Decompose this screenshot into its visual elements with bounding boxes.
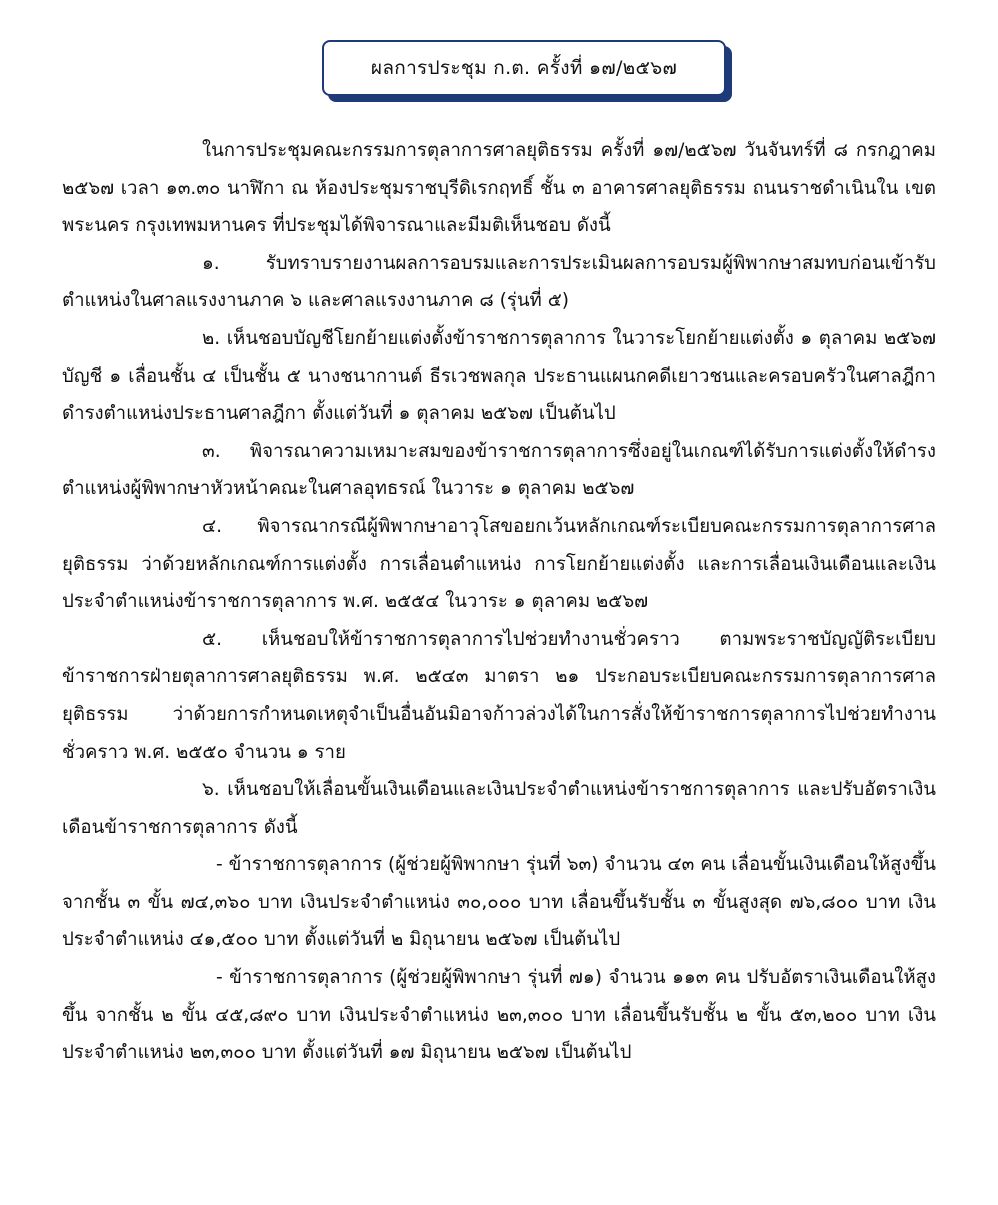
document-body [62,132,936,1072]
agenda-item-3: ๓. พิจารณาความเหมาะสมของข้าราชการตุลาการซึ่งอยู่ในเกณฑ์ได้รับการแต่งตั้งให้ดำรงตำแหน่งผู้พิพากษาหัวหน้าคณะในศาลอุทธรณ์ ในวาระ ๑ ตุลาคม ๒๕๖๗ [62,440,936,500]
agenda-item-4: ๔. พิจารณากรณีผู้พิพากษาอาวุโสขอยกเว้นหลักเกณฑ์ระเบียบคณะกรรมการตุลาการศาลยุติธรรม ว่าด้วยหลักเกณฑ์การแต่งตั้ง การเลื่อนตำแหน่ง การโยกย้ายแต่งตั้ง และการเลื่อนเงินเดือนและเงินประจำตำแหน่งข้าราชการตุลาการ พ.ศ. ๒๕๕๔ ในวาระ ๑ ตุลาคม ๒๕๖๗ [62,515,936,613]
document-title: ผลการประชุม ก.ต. ครั้งที่ ๑๗/๒๕๖๗ [322,40,726,96]
agenda-item-2: ๒. เห็นชอบบัญชีโยกย้ายแต่งตั้งข้าราชการตุลาการ ในวาระโยกย้ายแต่งตั้ง ๑ ตุลาคม ๒๕๖๗ บัญชี ๑ เลื่อนชั้น ๔ เป็นชั้น ๕ นางชนากานต์ ธีรเวชพลกุล ประธานแผนกคดีเยาวชนและครอบครัวในศาลฎีกา ดำรงตำแหน่งประธานศาลฎีกา ตั้งแต่วันที่ ๑ ตุลาคม ๒๕๖๗ เป็นต้นไป [62,327,936,425]
agenda-item-5: ๕. เห็นชอบให้ข้าราชการตุลาการไปช่วยทำงานชั่วคราว ตามพระราชบัญญัติระเบียบข้าราชการฝ่ายตุลาการศาลยุติธรรม พ.ศ. ๒๕๔๓ มาตรา ๒๑ ประกอบระเบียบคณะกรรมการตุลาการศาลยุติธรรม ว่าด้วยการกำหนดเหตุจำเป็นอื่นอันมิอาจก้าวล่วงได้ในการสั่งให้ข้าราชการตุลาการไปช่วยทำงานชั่วคราว พ.ศ. ๒๕๕๐ จำนวน ๑ ราย [62,628,936,763]
title-box [322,40,732,102]
intro-paragraph: ในการประชุมคณะกรรมการตุลาการศาลยุติธรรม ครั้งที่ ๑๗/๒๕๖๗ วันจันทร์ที่ ๘ กรกฎาคม ๒๕๖๗ เวลา ๑๓.๓๐ นาฬิกา ณ ห้องประชุมราชบุรีดิเรกฤทธิ์ ชั้น ๓ อาคารศาลยุติธรรม ถนนราชดำเนินใน เขตพระนคร กรุงเทพมหานคร ที่ประชุมได้พิจารณาและมีมติเห็นชอบ ดังนี้ [62,140,936,237]
sub-item-class-71: - ข้าราชการตุลาการ (ผู้ช่วยผู้พิพากษา รุ่นที่ ๗๑) จำนวน ๑๑๓ คน ปรับอัตราเงินเดือนให้สูงขึ้น จากชั้น ๒ ขั้น ๔๕,๘๙๐ บาท เงินประจำตำแหน่ง ๒๓,๓๐๐ บาท เลื่อนขึ้นรับชั้น ๒ ขั้น ๕๓,๒๐๐ บาท เงินประจำตำแหน่ง ๒๓,๓๐๐ บาท ตั้งแต่วันที่ ๑๗ มิถุนายน ๒๕๖๗ เป็นต้นไป [62,967,936,1064]
agenda-item-1: ๑. รับทราบรายงานผลการอบรมและการประเมินผลการอบรมผู้พิพากษาสมทบก่อนเข้ารับตำแหน่งในศาลแรงงานภาค ๖ และศาลแรงงานภาค ๘ (รุ่นที่ ๕) [62,252,936,312]
sub-item-class-63: - ข้าราชการตุลาการ (ผู้ช่วยผู้พิพากษา รุ่นที่ ๖๓) จำนวน ๔๓ คน เลื่อนขั้นเงินเดือนให้สูงขึ้น จากชั้น ๓ ขั้น ๗๔,๓๖๐ บาท เงินประจำตำแหน่ง ๓๐,๐๐๐ บาท เลื่อนขึ้นรับชั้น ๓ ขั้นสูงสุด ๗๖,๘๐๐ บาท เงินประจำตำแหน่ง ๔๑,๕๐๐ บาท ตั้งแต่วันที่ ๒ มิถุนายน ๒๕๖๗ เป็นต้นไป [62,854,936,951]
agenda-item-6: ๖. เห็นชอบให้เลื่อนขั้นเงินเดือนและเงินประจำตำแหน่งข้าราชการตุลาการ และปรับอัตราเงินเดือนข้าราชการตุลาการ ดังนี้ [62,779,936,838]
